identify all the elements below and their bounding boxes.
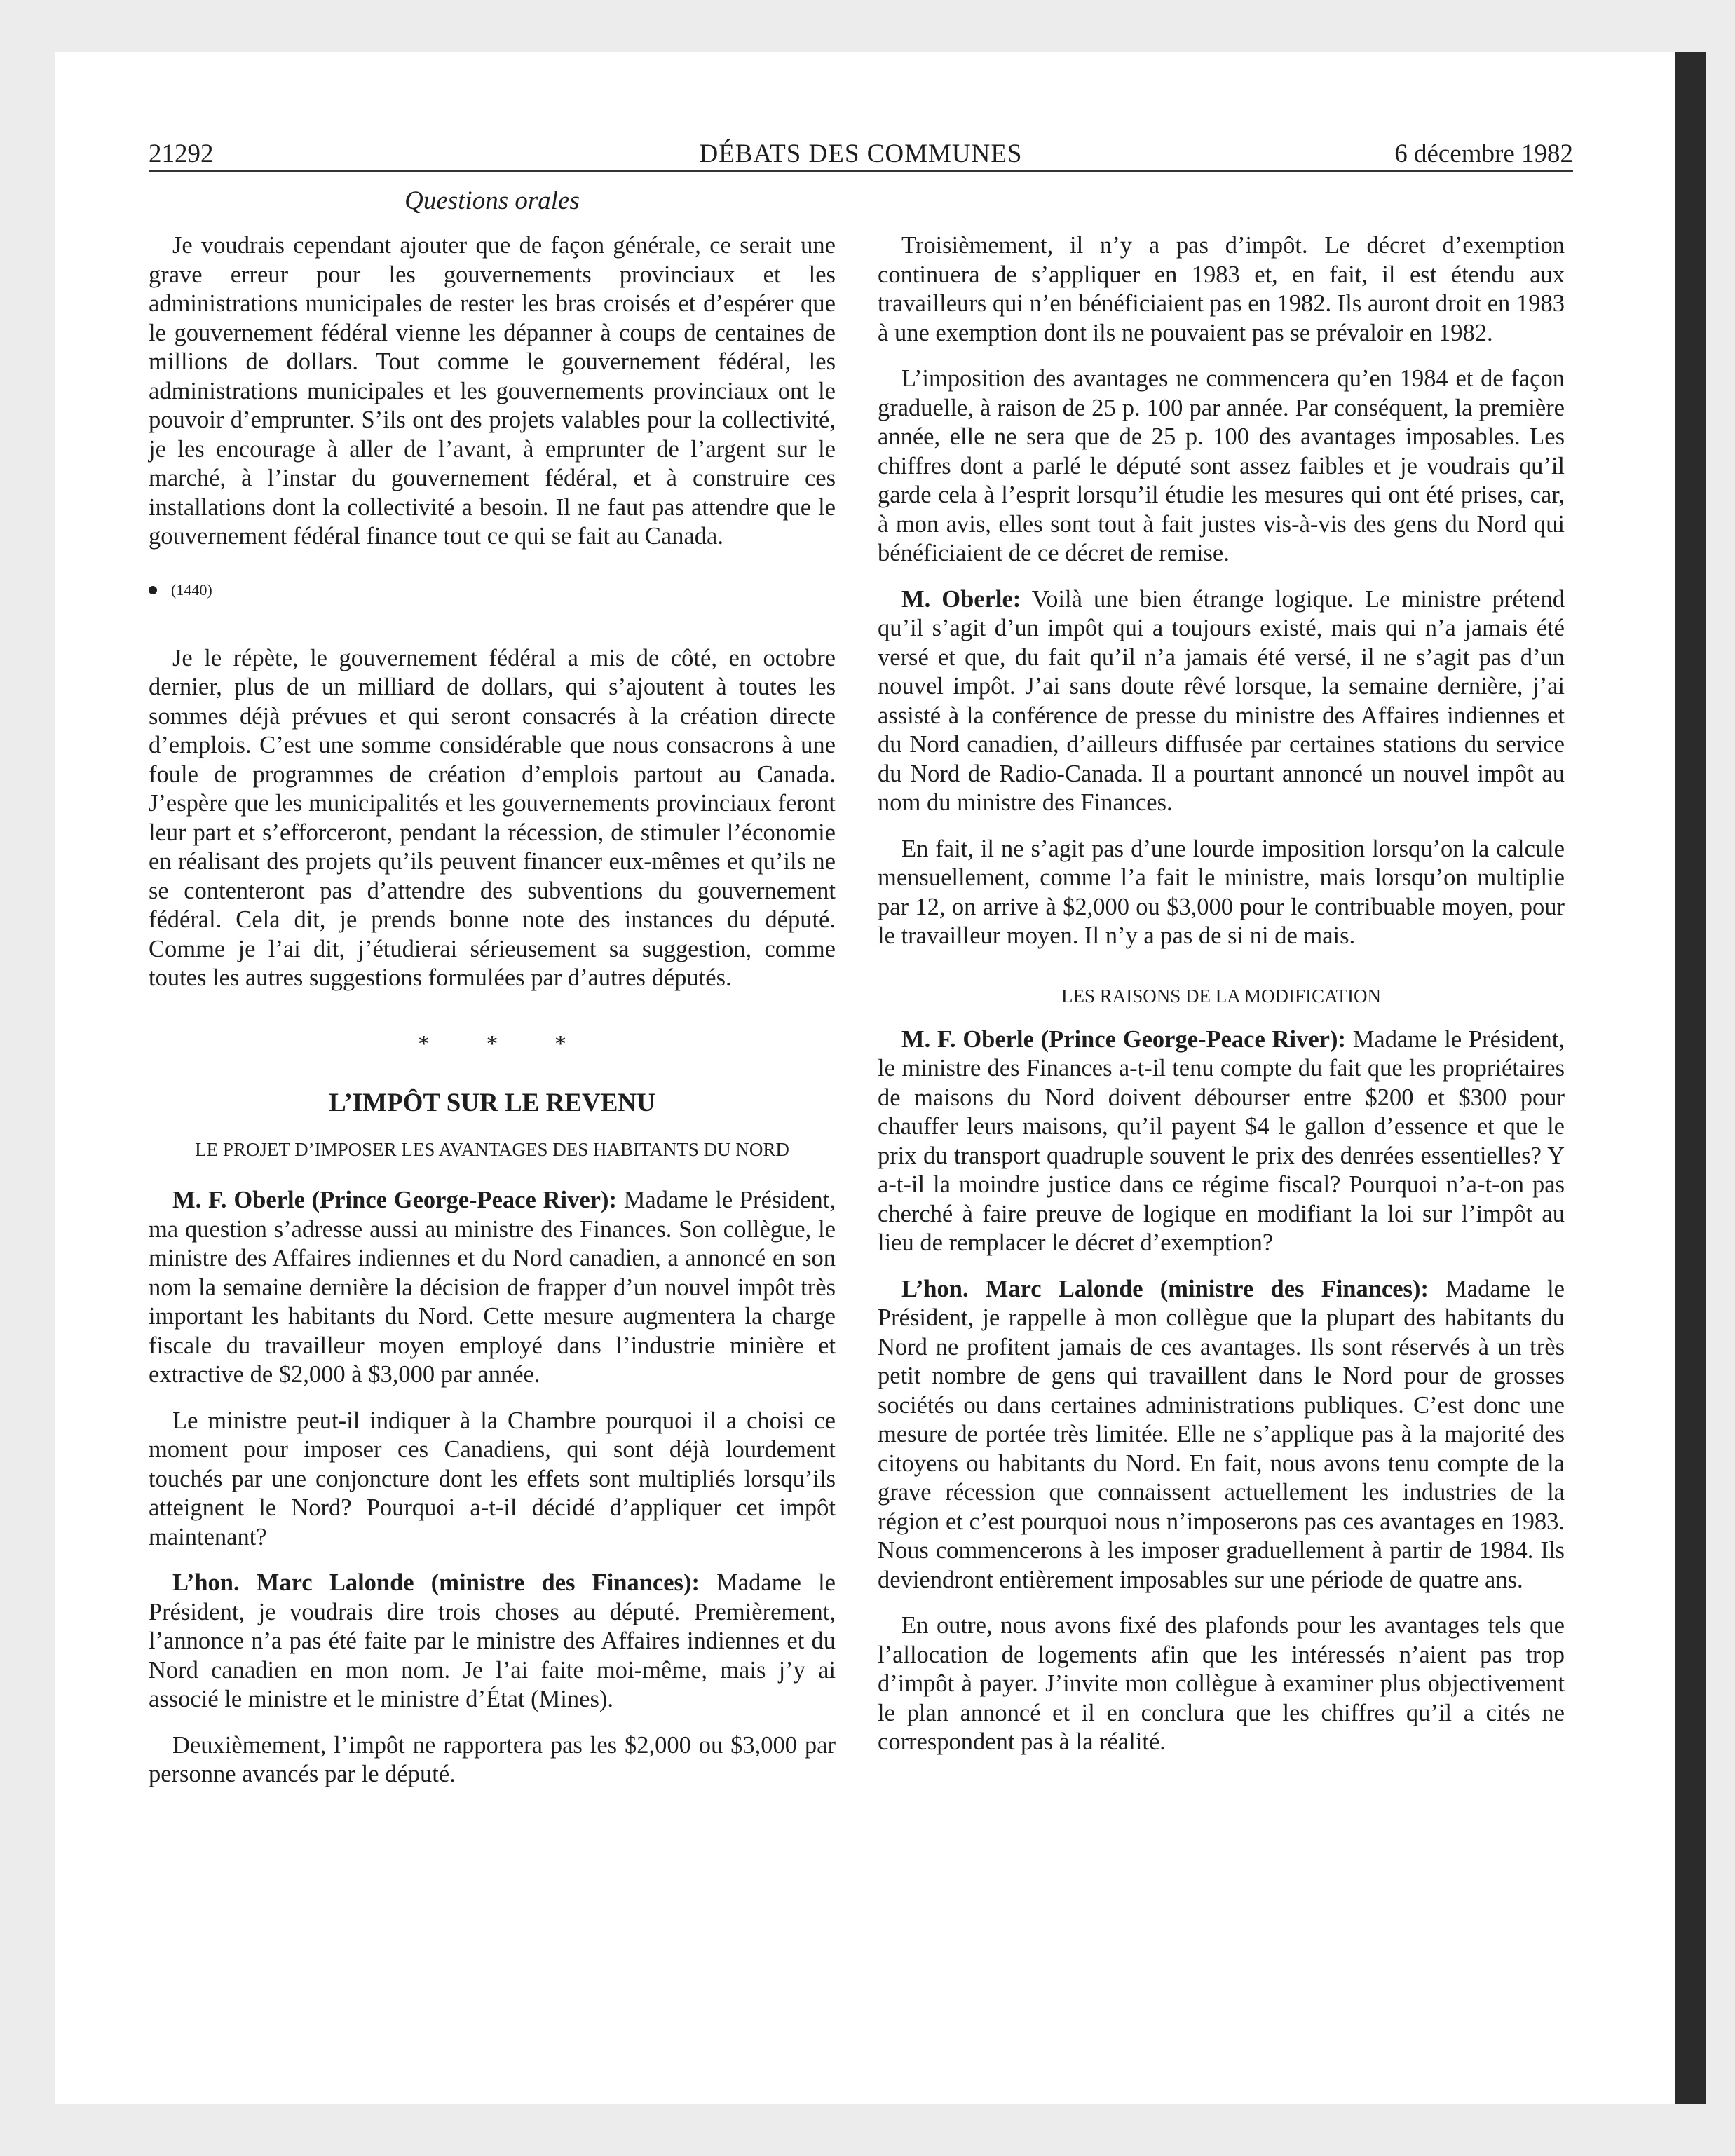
header-rule (149, 170, 1573, 172)
speaker-name: L’hon. Marc Lalonde (ministre des Finances): (901, 1275, 1429, 1302)
paragraph: Je le répète, le gouvernement fédéral a mis de côté, en octobre dernier, plus de un milliard de dollars, qui s’ajoutent à toutes les sommes déjà prévues et qui seront consacrés à la création directe d’emplois. C’est une somme considérable que nous consacrons à une foule de programmes de création d’emplois partout au Canada. J’espère que les municipalités et les gouvernements provinciaux feront leur part et s’efforceront, pendant la récession, de stimuler l’économie en réalisant des projets qu’ils peuvent financer eux-mêmes et qu’ils ne se contenteront pas d’attendre des subventions du gouvernement fédéral. Cela dit, je prends bonne note des instances du député. Comme je l’ai dit, j’étudierai sérieusement sa suggestion, comme toutes les autres suggestions formulées par d’autres députés. (149, 644, 836, 991)
right-column (878, 231, 1565, 1757)
timestamp-marker (149, 580, 836, 601)
speaker-name: M. F. Oberle (Prince George-Peace River): (172, 1187, 617, 1213)
paragraph: Je voudrais cependant ajouter que de façon générale, ce serait une grave erreur pour les gouvernements provinciaux et les administrations municipales de rester les bras croisés et d’espérer que le gouvernement fédéral vienne les dépanner à coups de centaines de millions de dollars. Tout comme le gouvernement fédéral, les administrations municipales et les gouvernements provinciaux ont le pouvoir d’emprunter. S’ils ont des projets valables pour la collectivité, je les encourage à aller de l’avant, à emprunter de l’argent sur le marché, à l’instar du gouvernement fédéral, et à construire ces installations dont la collectivité a besoin. Il ne faut pas attendre que le gouvernement fédéral finance tout ce qui se fait au Canada. (149, 232, 836, 550)
paragraph: En fait, il ne s’agit pas d’une lourde imposition lorsqu’on la calcule mensuellement, comme l’a fait le ministre, mais lorsqu’on multiplie par 12, on arrive à $2,000 ou $3,000 pour le contribuable moyen, pour le travailleur moyen. Il n’y a pas de si ni de mais. (878, 835, 1565, 949)
header-date: 6 décembre 1982 (1394, 139, 1573, 168)
paragraph: L’imposition des avantages ne commencera qu’en 1984 et de façon graduelle, à raison de 25 p. 100 par année. Par conséquent, la première année, elle ne sera que de 25 p. 100 des avantages imposables. Les chiffres dont a parlé le député sont assez faibles et je voudrais qu’il garde cela à l’esprit lorsqu’il étudie les mesures qui ont été prises, car, à mon avis, elles sont tout à fait justes vis-à-vis des gens du Nord qui bénéficiaient de ce décret de remise. (878, 365, 1565, 566)
paragraph (878, 585, 1565, 818)
paragraph (878, 1275, 1565, 1595)
speaker-name: M. F. Oberle (Prince George-Peace River): (901, 1025, 1346, 1053)
speech-text: Madame le Président, je voudrais dire trois choses au député. Premièrement, l’annonce n’a pas été faite par le ministre des Affaires indiennes et du Nord canadien en mon nom. Je l’ai faite moi-même, mais j’y ai associé le ministre et le ministre d’État (Mines). (149, 1569, 836, 1712)
scan-edge-bar (1675, 52, 1706, 2104)
paragraph: En outre, nous avons fixé des plafonds pour les avantages tels que l’allocation de logements afin que les intéressés n’aient pas trop d’impôt à payer. J’invite mon collègue à examiner plus objectivement le plan annoncé et il en conclura que les chiffres qu’il a cités ne correspondent pas à la réalité. (878, 1612, 1565, 1755)
timestamp: (1440) (171, 580, 212, 599)
speaker-name: L’hon. Marc Lalonde (ministre des Finances): (172, 1569, 700, 1596)
speaker-name: M. Oberle: (901, 585, 1021, 613)
paragraph (149, 1569, 836, 1714)
subsection-heading: LE PROJET D’IMPOSER LES AVANTAGES DES HABITANTS DU NORD (195, 1139, 789, 1160)
publication-title: DÉBATS DES COMMUNES (699, 139, 1023, 168)
bullet-icon (149, 586, 157, 594)
speech-text: Voilà une bien étrange logique. Le ministre prétend qu’il s’agit d’un impôt qui a toujours existé, mais qui n’a jamais été versé et que, du fait qu’il n’a jamais été versé, il ne s’agit pas d’un nouvel impôt. J’ai sans doute rêvé lorsque, la semaine dernière, j’ai assisté à la conférence de presse du ministre des Affaires indiennes et du Nord canadien, d’ailleurs diffusée par certaines stations du service du Nord de Radio-Canada. Il a pourtant annoncé un nouvel impôt au nom du ministre des Finances. (878, 585, 1565, 816)
paragraph: Le ministre peut-il indiquer à la Chambre pourquoi il a choisi ce moment pour imposer ces Canadiens, qui sont déjà lourdement touchés par une conjoncture dont les effets sont multipliés lorsqu’ils atteignent le Nord? Pourquoi a-t-il décidé d’appliquer cet impôt maintenant? (149, 1407, 836, 1550)
speech-text: Madame le Président, je rappelle à mon collègue que la plupart des habitants du Nord ne profitent jamais de ces avantages. Ils sont réservés à un très petit nombre de gens qui travaillent dans le Nord pour de grosses sociétés ou dans certaines administrations publiques. C’est donc une mesure de portée très limitée. Elle ne s’applique pas à la majorité des citoyens ou habitants du Nord. En fait, nous avons tenu compte de la grave récession que connaissent actuellement les industries de la région et c’est pourquoi nous n’imposerons pas ces avantages en 1983. Nous commencerons à les imposer graduellement à partir de 1984. Ils deviendront entièrement imposables sur une période de quatre ans. (878, 1275, 1565, 1593)
subsection-heading: LES RAISONS DE LA MODIFICATION (1061, 985, 1382, 1007)
speech-text: Madame le Président, ma question s’adresse aussi au ministre des Finances. Son collègue, le ministre des Affaires indiennes et du Nord canadien, a annoncé en son nom la semaine dernière la décision de frapper d’un nouvel impôt très important les habitants du Nord. Cette mesure augmentera la charge fiscale du travailleur moyen employé dans l’industrie minière et extractive de $2,000 à $3,000 par année. (149, 1187, 836, 1388)
speech-text: Madame le Président, le ministre des Finances a-t-il tenu compte du fait que les propriétaires de maisons du Nord doivent débourser entre $200 et $300 pour chauffer leurs maisons, qu’il payent $4 le gallon d’essence et que le prix du transport quadruple souvent le prix des denrées essentielles? Y a-t-il la moindre justice dans ce régime fiscal? Pourquoi n’a-t-on pas cherché à faire preuve de logique en modifiant la loi sur l’impôt au lieu de remplacer le décret d’exemption? (878, 1025, 1565, 1256)
paragraph: Troisièmement, il n’y a pas d’impôt. Le décret d’exemption continuera de s’appliquer en 1983 et, en fait, il est étendu aux travailleurs qui n’en bénéficiaient pas en 1982. Ils auront droit en 1983 à une exemption dont ils ne pouvaient pas se prévaloir en 1982. (878, 232, 1565, 346)
section-separator: * * * (418, 1030, 592, 1057)
section-heading: L’IMPÔT SUR LE REVENU (329, 1089, 655, 1117)
section-label: Questions orales (404, 186, 580, 215)
paragraph: Deuxièmement, l’impôt ne rapportera pas les $2,000 ou $3,000 par personne avancés par le député. (149, 1731, 836, 1787)
paragraph (878, 1025, 1565, 1258)
page-number: 21292 (149, 139, 214, 168)
paragraph (149, 1186, 836, 1390)
left-column (149, 231, 836, 1789)
running-header (149, 137, 1573, 172)
